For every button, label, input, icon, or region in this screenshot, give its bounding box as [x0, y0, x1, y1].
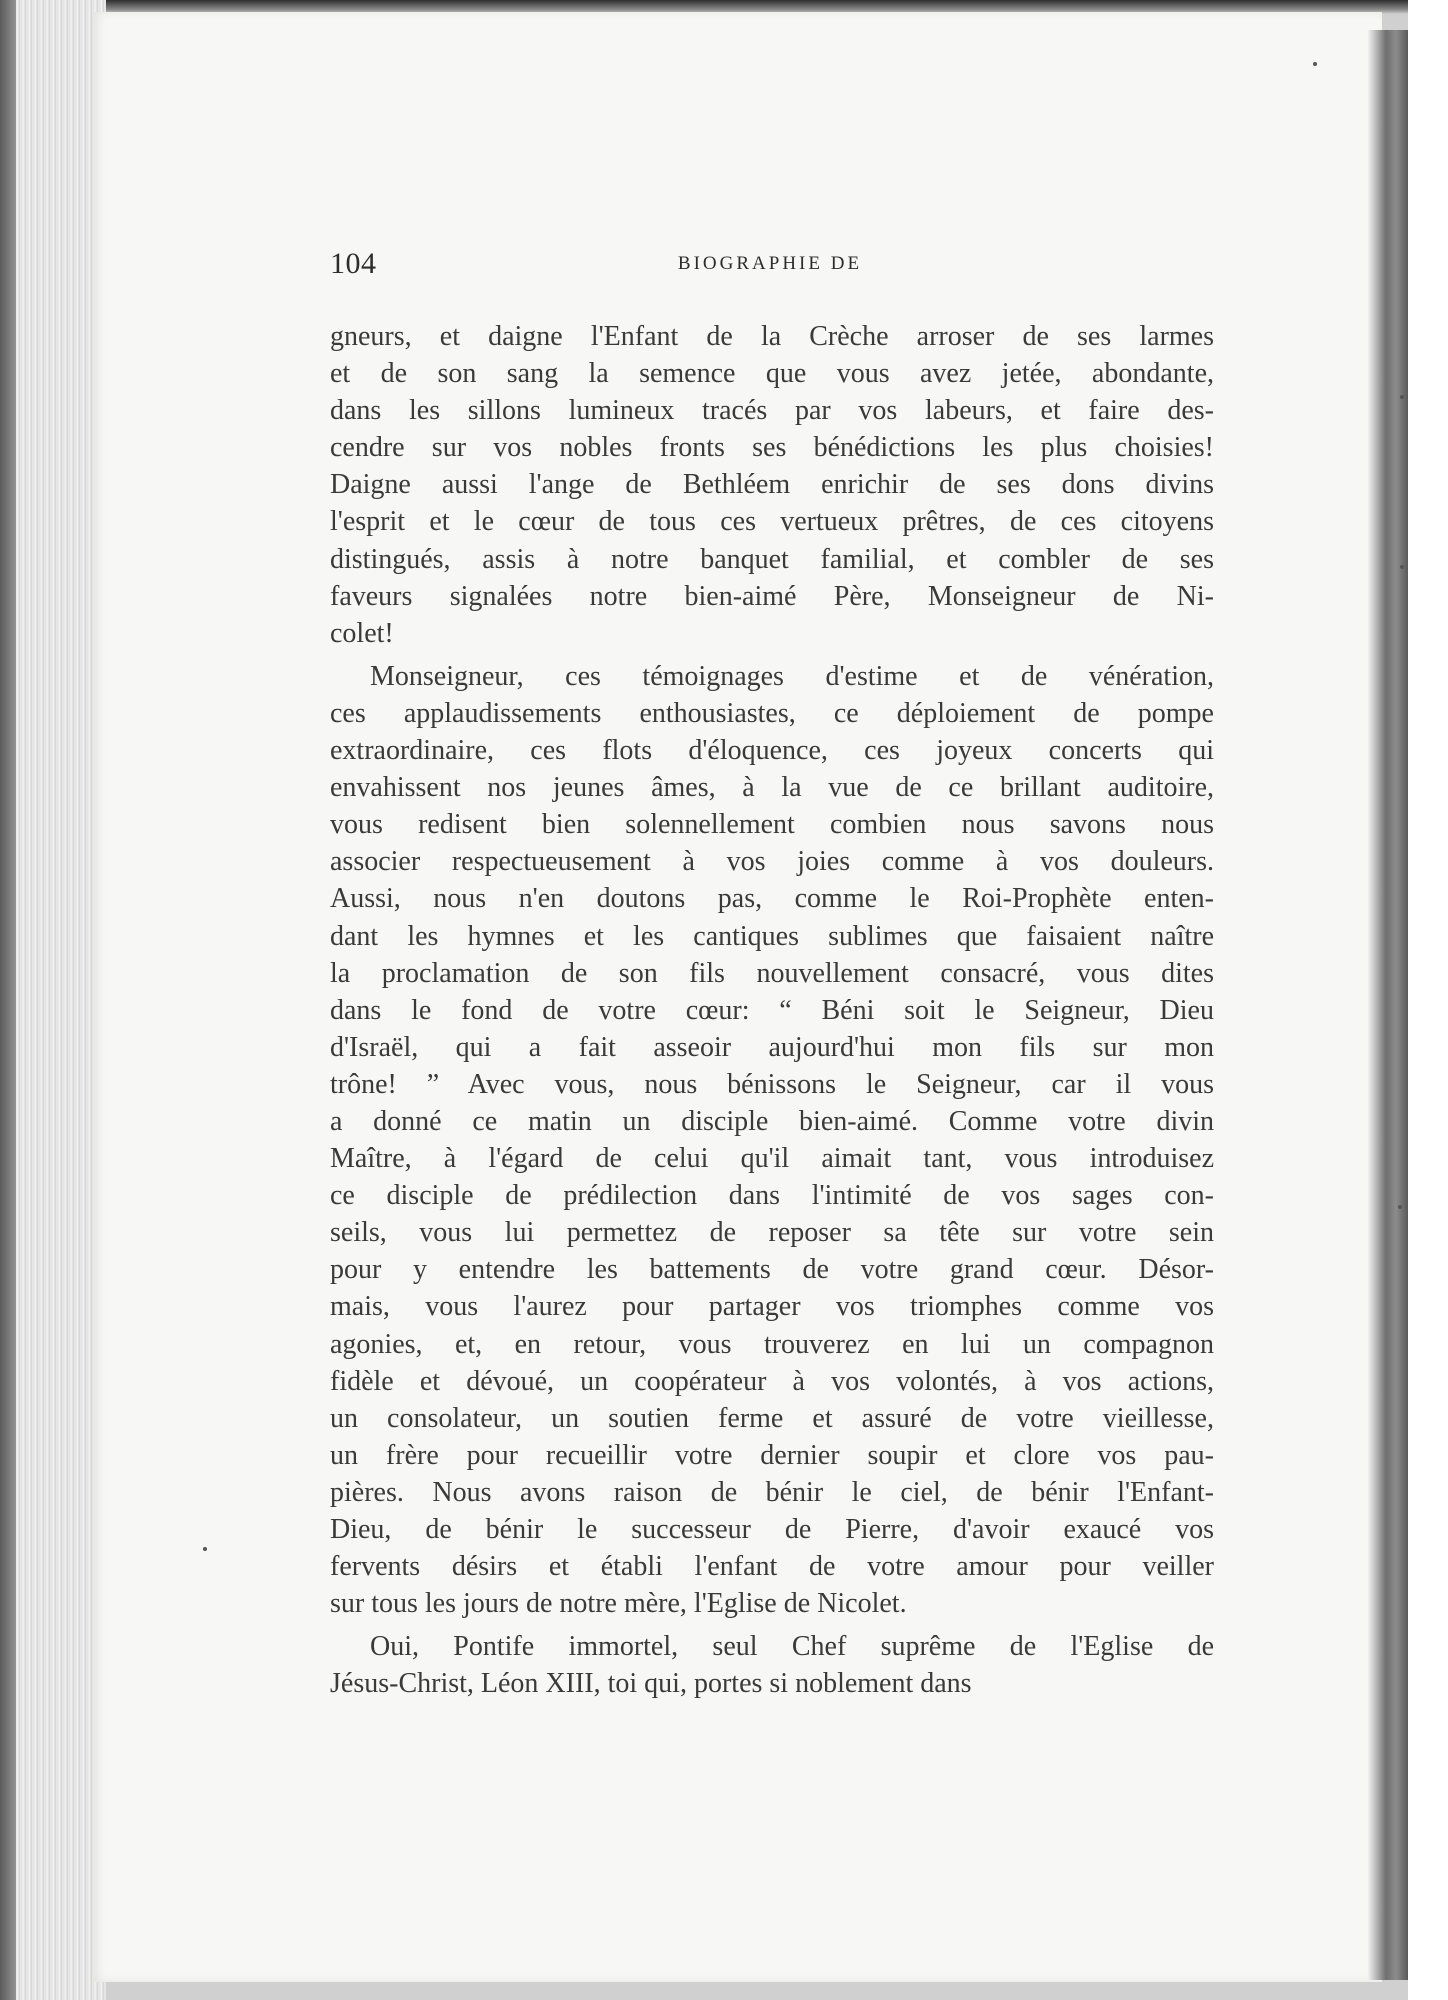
paragraph	[330, 318, 1214, 652]
text-line: a donné ce matin un disciple bien-aimé. Comme votre divin	[330, 1105, 1214, 1137]
dust-speck	[1313, 62, 1317, 66]
text-line: et de son sang la semence que vous avez jetée, abondante,	[330, 358, 1214, 390]
text-line: Monseigneur, ces témoignages d'estime et de vénération,	[370, 660, 1214, 692]
text-line: fervents désirs et établi l'enfant de votre amour pour veiller	[330, 1551, 1214, 1583]
text-line: trône! ” Avec vous, nous bénissons le Seigneur, car il vous	[330, 1068, 1214, 1100]
text-line: Dieu, de bénir le successeur de Pierre, d'avoir exaucé vos	[330, 1514, 1214, 1545]
text-line: Daigne aussi l'ange de Bethléem enrichir de ses dons divins	[330, 469, 1214, 501]
paragraph	[330, 658, 1214, 1622]
page-header	[330, 247, 1210, 283]
text-line: pières. Nous avons raison de bénir le ciel, de bénir l'Enfant-	[330, 1476, 1214, 1508]
text-line: dans le fond de votre cœur: “ Béni soit le Seigneur, Dieu	[330, 994, 1214, 1026]
dust-speck	[1400, 565, 1404, 569]
text-line: gneurs, et daigne l'Enfant de la Crèche arroser de ses larmes	[330, 321, 1214, 352]
body-text	[330, 318, 1214, 1708]
running-head: BIOGRAPHIE DE	[677, 253, 863, 274]
paragraph	[330, 1628, 1214, 1702]
text-line: faveurs signalées notre bien-aimé Père, Monseigneur de Ni-	[330, 580, 1214, 612]
text-line: agonies, et, en retour, vous trouverez en lui un compagnon	[330, 1328, 1214, 1360]
text-line: mais, vous l'aurez pour partager vos triomphes comme vos	[330, 1291, 1214, 1323]
right-binding-edge	[1368, 30, 1408, 1980]
text-line: extraordinaire, ces flots d'éloquence, ces joyeux concerts qui	[330, 735, 1214, 767]
right-margin	[1408, 0, 1448, 2000]
text-line: cendre sur vos nobles fronts ses bénédictions les plus choisies!	[330, 432, 1214, 464]
text-line: un consolateur, un soutien ferme et assuré de votre vieillesse,	[330, 1402, 1214, 1434]
text-line: ces applaudissements enthousiastes, ce déploiement de pompe	[330, 697, 1214, 729]
text-line: Oui, Pontife immortel, seul Chef suprême de l'Eglise de	[370, 1631, 1214, 1663]
text-line: pour y entendre les battements de votre grand cœur. Désor-	[330, 1254, 1214, 1286]
text-line: vous redisent bien solennellement combien nous savons nous	[330, 809, 1214, 841]
text-line: envahissent nos jeunes âmes, à la vue de ce brillant auditoire,	[330, 772, 1214, 804]
text-line: d'Israël, qui a fait asseoir aujourd'hui mon fils sur mon	[330, 1031, 1214, 1063]
text-line: Aussi, nous n'en doutons pas, comme le Roi-Prophète enten-	[330, 883, 1214, 915]
text-line: dant les hymnes et les cantiques sublimes que faisaient naître	[330, 920, 1214, 952]
dust-speck	[1400, 395, 1404, 399]
text-line: sur tous les jours de notre mère, l'Eglise de Nicolet.	[330, 1588, 907, 1620]
text-line: Jésus-Christ, Léon XIII, toi qui, portes si noblement dans	[330, 1668, 972, 1700]
text-line: associer respectueusement à vos joies comme à vos douleurs.	[330, 846, 1214, 878]
text-line: Maître, à l'égard de celui qu'il aimait tant, vous introduisez	[330, 1143, 1214, 1175]
text-line: un frère pour recueillir votre dernier soupir et clore vos pau-	[330, 1439, 1214, 1471]
text-line: dans les sillons lumineux tracés par vos labeurs, et faire des-	[330, 395, 1214, 427]
text-line: colet!	[330, 617, 394, 649]
text-line: fidèle et dévoué, un coopérateur à vos volontés, à vos actions,	[330, 1365, 1214, 1397]
text-line: la proclamation de son fils nouvellement consacré, vous dites	[330, 957, 1214, 989]
text-line: ce disciple de prédilection dans l'intimité de vos sages con-	[330, 1180, 1214, 1212]
text-line: distingués, assis à notre banquet familial, et combler de ses	[330, 543, 1214, 575]
text-line: seils, vous lui permettez de reposer sa tête sur votre sein	[330, 1217, 1214, 1249]
dust-speck	[203, 1547, 207, 1551]
page-number: 104	[330, 247, 377, 280]
dust-speck	[1398, 1205, 1402, 1209]
text-line: l'esprit et le cœur de tous ces vertueux prêtres, de ces citoyens	[330, 506, 1214, 538]
